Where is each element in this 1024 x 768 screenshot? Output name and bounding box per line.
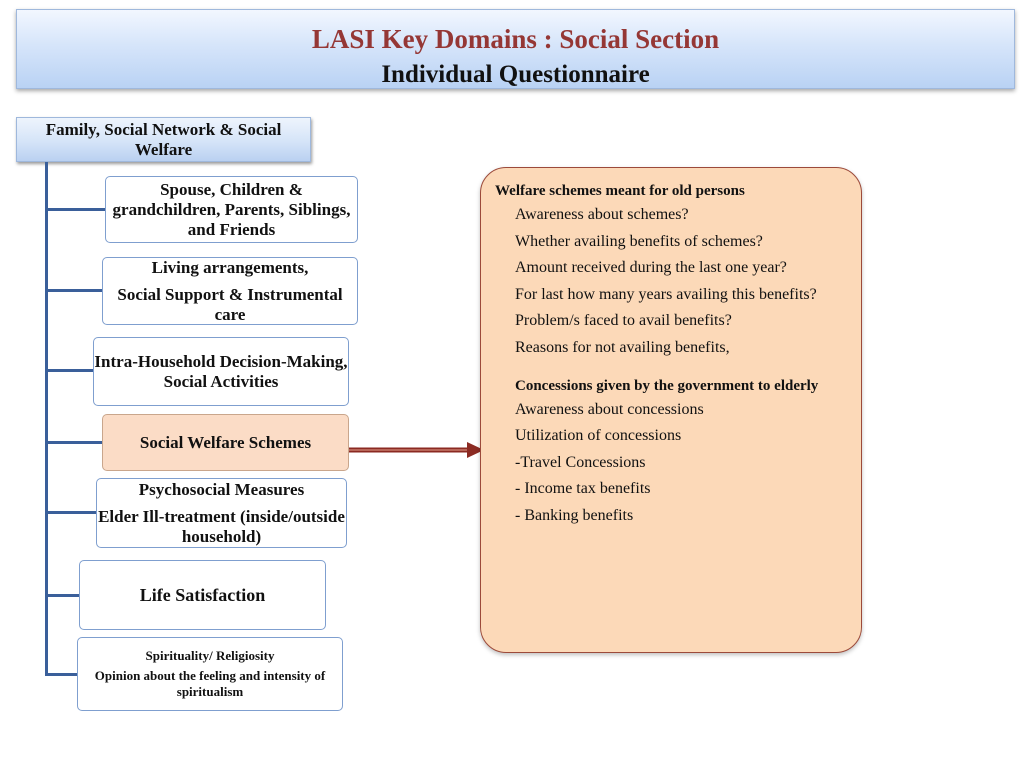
list-item: For last how many years availing this benefits?	[515, 285, 817, 303]
scheme-question-list	[515, 205, 847, 357]
node-label: Psychosocial Measures	[138, 479, 305, 499]
branch-line-6	[45, 594, 80, 597]
node-label: Spirituality/ Religiosity	[145, 648, 275, 663]
detail-panel	[480, 167, 862, 653]
branch-line-7	[45, 673, 79, 676]
branch-line-2	[45, 289, 103, 292]
root-node	[16, 117, 311, 162]
node-label: Living arrangements,	[151, 257, 309, 277]
root-label: Family, Social Network & Social Welfare	[45, 119, 282, 159]
title-sub: Individual Questionnaire	[381, 61, 650, 88]
list-item: Amount received during the last one year?	[515, 259, 787, 276]
domain-node-family-relations	[105, 176, 358, 243]
list-item: Utilization of concessions	[515, 427, 682, 444]
list-item: Problem/s faced to avail benefits?	[515, 312, 732, 329]
domain-node-life-satisfaction	[79, 560, 326, 630]
list-item: Awareness about schemes?	[515, 206, 689, 223]
node-label: Spouse, Children & grandchildren, Parents, Siblings, and Friends	[112, 179, 351, 239]
branch-line-5	[45, 511, 97, 514]
tree-trunk-line	[45, 162, 48, 675]
detail-heading-schemes: Welfare schemes meant for old persons	[495, 183, 745, 199]
domain-node-psychosocial	[96, 478, 347, 548]
domain-node-decision-making	[93, 337, 349, 406]
list-item: Awareness about concessions	[515, 400, 704, 418]
link-arrow	[349, 440, 484, 460]
domain-node-social-welfare-schemes	[102, 414, 349, 471]
branch-line-3	[45, 369, 94, 372]
title-main: LASI Key Domains : Social Section	[311, 24, 720, 54]
list-item: Whether availing benefits of schemes?	[515, 232, 763, 250]
node-label: Life Satisfaction	[139, 584, 266, 605]
node-label: Intra-Household Decision-Making, Social Activities	[94, 351, 348, 391]
domain-node-living-arrangements	[102, 257, 358, 325]
title-banner	[16, 9, 1015, 89]
concession-list	[515, 400, 847, 525]
branch-line-4	[45, 441, 103, 444]
list-item: Reasons for not availing benefits,	[515, 338, 730, 356]
node-label: Elder Ill-treatment (inside/outside household)	[98, 506, 345, 546]
domain-node-spirituality	[77, 637, 343, 711]
node-label: Social Support & Instrumental care	[117, 284, 343, 324]
node-label: Opinion about the feeling and intensity of spiritualism	[94, 668, 326, 699]
node-label: Social Welfare Schemes	[139, 432, 312, 452]
branch-line-1	[45, 208, 105, 211]
list-item: - Banking benefits	[515, 506, 634, 524]
list-item: - Income tax benefits	[515, 480, 651, 497]
list-item: -Travel Concessions	[515, 453, 646, 471]
detail-heading-concessions: Concessions given by the government to elderly	[515, 377, 819, 394]
